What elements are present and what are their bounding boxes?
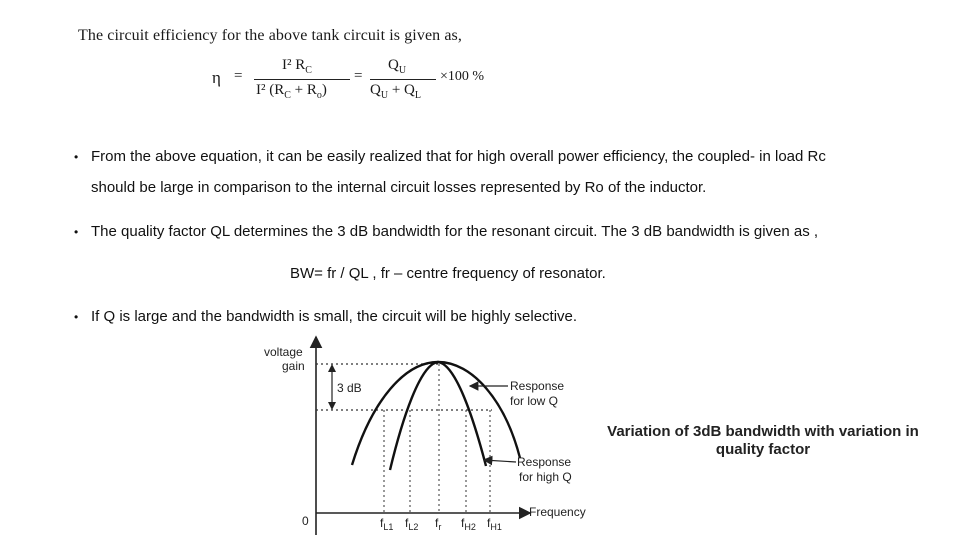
- percent-factor: ×100 %: [440, 69, 485, 84]
- bullet-1-line-1: From the above equation, it can be easily realized that for high overall power efficiency, the coupled- in load Rc: [91, 148, 826, 165]
- section-heading: The circuit efficiency for the above tank circuit is given as,: [78, 27, 462, 44]
- bullet-3-line-1: If Q is large and the bandwidth is small, the circuit will be highly selective.: [91, 308, 578, 325]
- origin-label: 0: [302, 514, 309, 528]
- caption-line-1: Variation of 3dB bandwidth with variation in: [607, 423, 919, 440]
- x-axis-label: Frequency: [529, 505, 586, 519]
- figure-caption: [583, 423, 943, 459]
- equals-sign-2: =: [354, 68, 363, 84]
- tick-label-fH1: $f_{H1}$: [487, 516, 502, 532]
- fraction2-denominator: $Q_U + Q_L$: [370, 82, 421, 101]
- high-q-label-2: for high Q: [519, 470, 572, 484]
- high-q-label-1: Response: [517, 455, 572, 469]
- three-db-label: 3 dB: [337, 381, 362, 395]
- bullet-1-line-2: should be large in comparison to the internal circuit losses represented by Ro of the inductor.: [91, 179, 707, 196]
- bandwidth-formula: BW= fr / QL , fr – centre frequency of resonator.: [290, 265, 606, 282]
- eta-symbol: η: [212, 68, 221, 87]
- caption-line-2: quality factor: [715, 441, 811, 458]
- tick-label-fL1: $f_{L1}$: [380, 516, 394, 532]
- tick-label-fL2: $f_{L2}$: [405, 516, 419, 532]
- tick-label-fr: $f_r$: [435, 516, 442, 532]
- bullet-dot-2: •: [74, 225, 79, 239]
- y-axis-label-gain: gain: [282, 359, 305, 373]
- fraction2-numerator: $Q_U$: [388, 57, 407, 76]
- equals-sign-1: =: [234, 68, 243, 84]
- y-axis-label-voltage: voltage: [264, 345, 303, 359]
- bullet-2-line-1: The quality factor QL determines the 3 dB bandwidth for the resonant circuit. The 3 dB bandwidth is given as ,: [91, 223, 819, 240]
- high-q-pointer: [484, 460, 516, 462]
- bullet-dot-3: •: [74, 310, 79, 324]
- tick-label-fH2: $f_{H2}$: [461, 516, 476, 532]
- bullet-dot-1: •: [74, 150, 79, 164]
- low-q-label-1: Response: [510, 379, 565, 393]
- three-db-arrowhead-top: [328, 364, 336, 372]
- low-q-response-curve: [352, 362, 520, 465]
- fraction1-numerator: I² $R_C$: [282, 57, 312, 76]
- fraction1-denominator: I² $(R_C + R_o)$: [256, 82, 327, 101]
- three-db-arrowhead-bottom: [328, 402, 336, 410]
- high-q-response-curve: [390, 362, 486, 470]
- low-q-label-2: for low Q: [510, 394, 559, 408]
